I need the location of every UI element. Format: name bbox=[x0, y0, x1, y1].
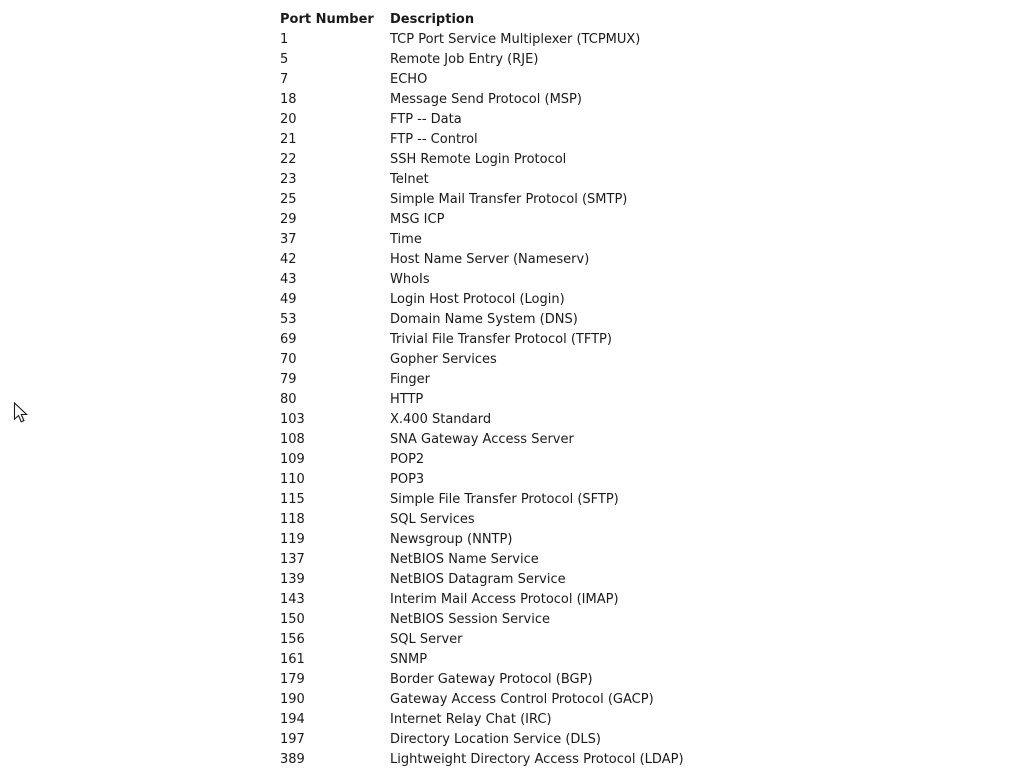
port-number-cell: 115 bbox=[280, 492, 305, 507]
port-number-table bbox=[280, 10, 684, 770]
description-cell: ECHO bbox=[390, 72, 428, 87]
port-number-cell: 139 bbox=[280, 572, 305, 587]
table-row bbox=[280, 510, 684, 530]
description-cell: Time bbox=[390, 232, 422, 247]
table-row bbox=[280, 610, 684, 630]
description-cell: SNMP bbox=[390, 652, 428, 667]
description-cell: SQL Server bbox=[390, 632, 463, 647]
table-row bbox=[280, 90, 684, 110]
port-number-cell: 7 bbox=[280, 72, 289, 87]
table-row bbox=[280, 70, 684, 90]
description-cell: X.400 Standard bbox=[390, 412, 492, 427]
port-number-cell: 37 bbox=[280, 232, 297, 247]
port-number-cell: 119 bbox=[280, 532, 305, 547]
description-cell: TCP Port Service Multiplexer (TCPMUX) bbox=[390, 32, 641, 47]
port-number-cell: 190 bbox=[280, 692, 305, 707]
port-number-cell: 18 bbox=[280, 92, 297, 107]
description-cell: Newsgroup (NNTP) bbox=[390, 532, 513, 547]
port-number-cell: 21 bbox=[280, 132, 297, 147]
port-number-cell: 5 bbox=[280, 52, 289, 67]
table-row bbox=[280, 530, 684, 550]
port-number-cell: 1 bbox=[280, 32, 289, 47]
description-cell: Host Name Server (Nameserv) bbox=[390, 252, 590, 267]
table-row bbox=[280, 390, 684, 410]
description-cell: Domain Name System (DNS) bbox=[390, 312, 578, 327]
description-cell: Login Host Protocol (Login) bbox=[390, 292, 565, 307]
description-cell: Internet Relay Chat (IRC) bbox=[390, 712, 552, 727]
table-row bbox=[280, 190, 684, 210]
table-row bbox=[280, 230, 684, 250]
description-cell: Border Gateway Protocol (BGP) bbox=[390, 672, 593, 687]
table-row bbox=[280, 730, 684, 750]
port-number-cell: 143 bbox=[280, 592, 305, 607]
port-number-cell: 156 bbox=[280, 632, 305, 647]
port-number-cell: 150 bbox=[280, 612, 305, 627]
description-cell: Simple Mail Transfer Protocol (SMTP) bbox=[390, 192, 628, 207]
description-cell: Gopher Services bbox=[390, 352, 497, 367]
table-row bbox=[280, 590, 684, 610]
table-row bbox=[280, 250, 684, 270]
port-number-cell: 53 bbox=[280, 312, 297, 327]
table-row bbox=[280, 290, 684, 310]
port-number-cell: 109 bbox=[280, 452, 305, 467]
port-number-cell: 110 bbox=[280, 472, 305, 487]
table-row bbox=[280, 710, 684, 730]
table-row bbox=[280, 150, 684, 170]
port-number-cell: 22 bbox=[280, 152, 297, 167]
table-row bbox=[280, 210, 684, 230]
table-row bbox=[280, 450, 684, 470]
description-cell: Finger bbox=[390, 372, 430, 387]
table-row bbox=[280, 330, 684, 350]
port-number-cell: 43 bbox=[280, 272, 297, 287]
port-number-cell: 194 bbox=[280, 712, 305, 727]
description-cell: NetBIOS Session Service bbox=[390, 612, 550, 627]
table-row bbox=[280, 550, 684, 570]
port-number-cell: 42 bbox=[280, 252, 297, 267]
description-cell: Lightweight Directory Access Protocol (LDAP) bbox=[390, 752, 684, 767]
description-cell: POP2 bbox=[390, 452, 425, 467]
description-cell: Interim Mail Access Protocol (IMAP) bbox=[390, 592, 619, 607]
description-cell: NetBIOS Datagram Service bbox=[390, 572, 566, 587]
port-number-cell: 70 bbox=[280, 352, 297, 367]
table-row bbox=[280, 750, 684, 770]
port-number-cell: 108 bbox=[280, 432, 305, 447]
table-body bbox=[280, 30, 684, 770]
port-number-cell: 79 bbox=[280, 372, 297, 387]
description-cell: Trivial File Transfer Protocol (TFTP) bbox=[390, 332, 612, 347]
table-row bbox=[280, 350, 684, 370]
description-cell: Directory Location Service (DLS) bbox=[390, 732, 601, 747]
table-row bbox=[280, 270, 684, 290]
description-cell: MSG ICP bbox=[390, 212, 445, 227]
table-row bbox=[280, 470, 684, 490]
column-header-port-number: Port Number bbox=[280, 12, 374, 27]
port-number-cell: 103 bbox=[280, 412, 305, 427]
table-row bbox=[280, 410, 684, 430]
port-number-cell: 118 bbox=[280, 512, 305, 527]
description-cell: FTP -- Data bbox=[390, 112, 462, 127]
port-number-cell: 137 bbox=[280, 552, 305, 567]
port-number-cell: 23 bbox=[280, 172, 297, 187]
description-cell: Simple File Transfer Protocol (SFTP) bbox=[390, 492, 619, 507]
description-cell: FTP -- Control bbox=[390, 132, 478, 147]
description-cell: SSH Remote Login Protocol bbox=[390, 152, 567, 167]
port-number-cell: 161 bbox=[280, 652, 305, 667]
description-cell: WhoIs bbox=[390, 272, 430, 287]
description-cell: HTTP bbox=[390, 392, 424, 407]
port-number-cell: 49 bbox=[280, 292, 297, 307]
column-header-description: Description bbox=[390, 12, 475, 27]
table-row bbox=[280, 30, 684, 50]
table-header-row bbox=[280, 10, 684, 30]
table-row bbox=[280, 430, 684, 450]
table-row bbox=[280, 650, 684, 670]
port-number-cell: 69 bbox=[280, 332, 297, 347]
table-row bbox=[280, 130, 684, 150]
table-row bbox=[280, 310, 684, 330]
table-row bbox=[280, 490, 684, 510]
port-number-cell: 197 bbox=[280, 732, 305, 747]
table-row bbox=[280, 50, 684, 70]
description-cell: Telnet bbox=[390, 172, 429, 187]
table-row bbox=[280, 630, 684, 650]
table-row bbox=[280, 690, 684, 710]
table-row bbox=[280, 570, 684, 590]
description-cell: Gateway Access Control Protocol (GACP) bbox=[390, 692, 654, 707]
description-cell: Remote Job Entry (RJE) bbox=[390, 52, 539, 67]
port-number-cell: 179 bbox=[280, 672, 305, 687]
port-number-cell: 25 bbox=[280, 192, 297, 207]
table-row bbox=[280, 110, 684, 130]
description-cell: POP3 bbox=[390, 472, 425, 487]
table-row bbox=[280, 370, 684, 390]
table-row bbox=[280, 170, 684, 190]
port-number-cell: 20 bbox=[280, 112, 297, 127]
description-cell: Message Send Protocol (MSP) bbox=[390, 92, 582, 107]
table-row bbox=[280, 670, 684, 690]
port-number-cell: 389 bbox=[280, 752, 305, 767]
description-cell: SNA Gateway Access Server bbox=[390, 432, 574, 447]
description-cell: NetBIOS Name Service bbox=[390, 552, 539, 567]
port-number-cell: 80 bbox=[280, 392, 297, 407]
mouse-arrow-cursor bbox=[13, 402, 28, 424]
description-cell: SQL Services bbox=[390, 512, 475, 527]
port-number-cell: 29 bbox=[280, 212, 297, 227]
